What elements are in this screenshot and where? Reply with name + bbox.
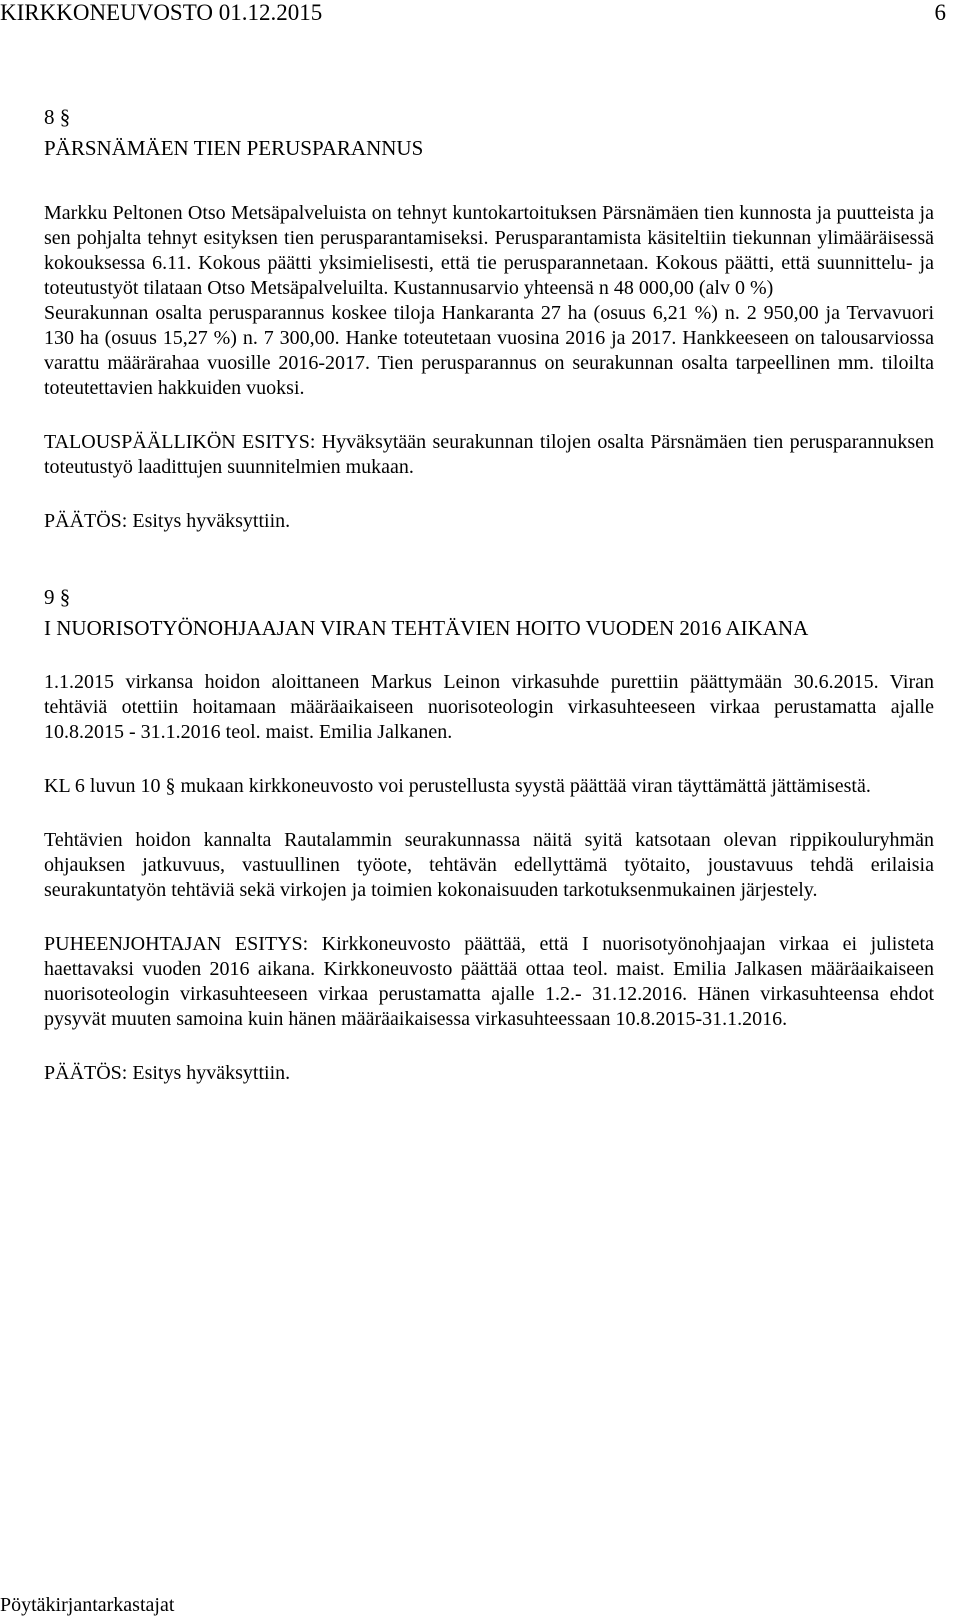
- section-8: [44, 104, 934, 534]
- section-number: 8 §: [44, 105, 71, 129]
- page-number: 6: [934, 0, 946, 25]
- paragraph: 1.1.2015 virkansa hoidon aloittaneen Markus Leinon virkasuhde purettiin päättymään 30.6.2015. Viran tehtäviä otettiin hoitamaan määräaikaiseen nuorisoteologin virkasuhteeseen virkaa perustamatta ajalle 10.8.2015 - 31.1.2016 teol. maist. Emilia Jalkanen.: [44, 671, 934, 743]
- paragraph: KL 6 luvun 10 § mukaan kirkkoneuvosto voi perustellusta syystä päättää viran täyttämättä jättämisestä.: [44, 775, 871, 797]
- section-9: [44, 584, 934, 1086]
- section-number: 9 §: [44, 585, 71, 609]
- section-title: I NUORISOTYÖNOHJAAJAN VIRAN TEHTÄVIEN HOITO VUODEN 2016 AIKANA: [44, 616, 809, 640]
- proposal-paragraph: TALOUSPÄÄLLIKÖN ESITYS: Hyväksytään seurakunnan tilojen osalta Pärsnämäen tien perusparannuksen toteutustyö laadittujen suunnitelmien mukaan.: [44, 431, 934, 478]
- header-title: KIRKKONEUVOSTO 01.12.2015: [0, 0, 323, 25]
- paragraph: Seurakunnan osalta perusparannus koskee tiloja Hankaranta 27 ha (osuus 6,21 %) n. 2 950,00 ja Tervavuori 130 ha (osuus 15,27 %) n. 7 300,00. Hanke toteutetaan vuosina 2016 ja 2017. Hankkeeseen on talousarviossa varattu määrärahaa vuosille 2016-2017. Tien perusparannus on seurakunnan osalta tarpeellinen mm. tiloilta toteutettavien hakkuiden vuoksi.: [44, 302, 934, 399]
- document-body: [44, 104, 934, 1086]
- footer-label: Pöytäkirjantarkastajat: [0, 1594, 175, 1616]
- proposal-paragraph: PUHEENJOHTAJAN ESITYS: Kirkkoneuvosto päättää, että I nuorisotyönohjaajan virkaa ei julisteta haettavaksi vuoden 2016 aikana. Kirkkoneuvosto päättää ottaa teol. maist. Emilia Jalkasen määräaikaiseen nuorisoteologin virkasuhteeseen virkaa perustamatta ajalle 1.2.- 31.12.2016. Hänen virkasuhteensa ehdot pysyvät muuten samoina kuin hänen määräaikaisessa virkasuhteessaan 10.8.2015-31.1.2016.: [44, 933, 934, 1030]
- paragraph: Markku Peltonen Otso Metsäpalveluista on tehnyt kuntokartoituksen Pärsnämäen tien kunnosta ja puutteista ja sen pohjalta tehnyt esityksen tien perusparantamiseksi. Perusparantamista käsiteltiin tiekunnan ylimääräisessä kokouksessa 6.11. Kokous päätti yksimielisesti, että tie perusparannetaan. Kokous päätti, että suunnittelu- ja toteutustyöt tilataan Otso Metsäpalveluilta. Kustannusarvio yhteensä n 48 000,00 (alv 0 %): [44, 202, 934, 299]
- decision-paragraph: PÄÄTÖS: Esitys hyväksyttiin.: [44, 1062, 291, 1084]
- paragraph: Tehtävien hoidon kannalta Rautalammin seurakunnassa näitä syitä katsotaan olevan rippikouluryhmän ohjauksen jatkuvuus, vastuullinen työote, tehtävän edellyttämä työtaito, joustavuus tehdä erilaisia seurakuntatyön tehtäviä sekä virkojen ja toimien kokonaisuuden tarkotuksenmukainen järjestely.: [44, 829, 934, 901]
- section-title: PÄRSNÄMÄEN TIEN PERUSPARANNUS: [44, 136, 424, 160]
- decision-paragraph: PÄÄTÖS: Esitys hyväksyttiin.: [44, 510, 291, 532]
